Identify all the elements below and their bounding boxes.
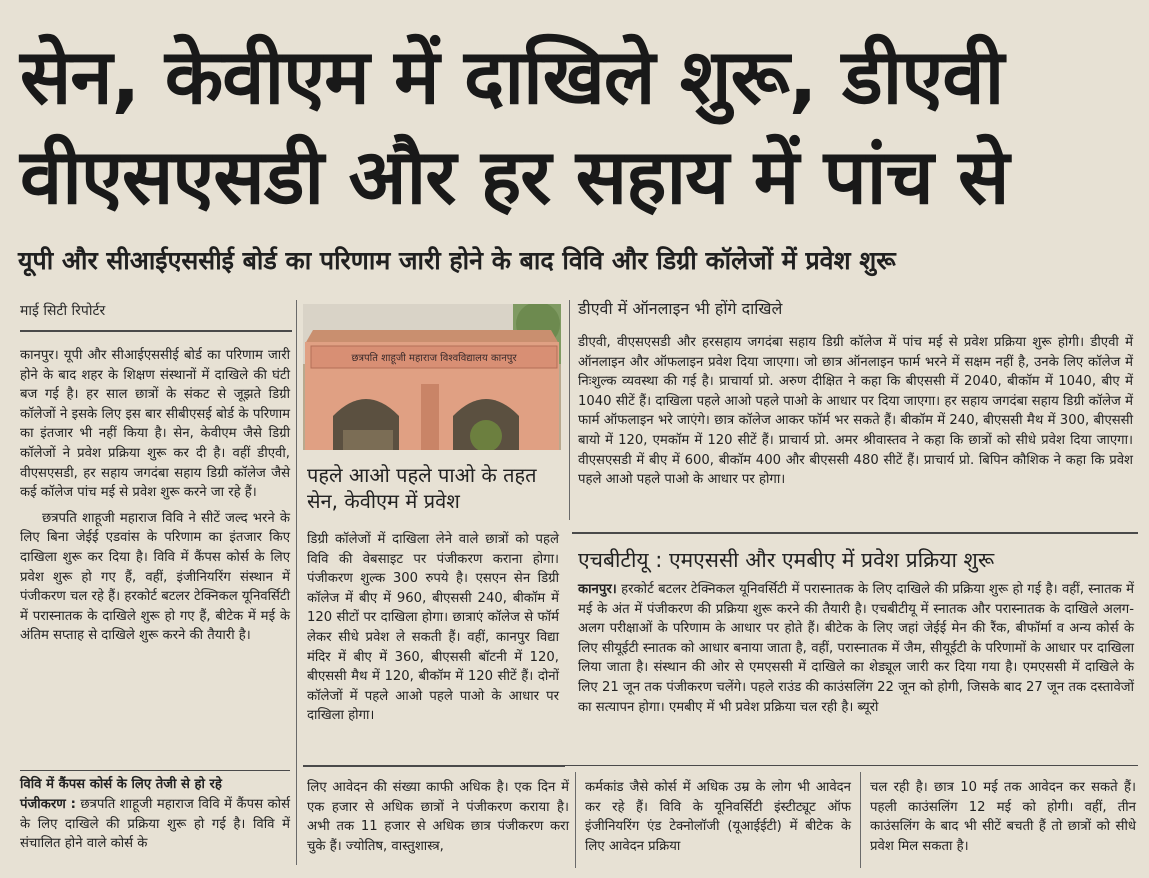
- left-para-1: कानपुर। यूपी और सीआईएससीई बोर्ड का परिणाम जारी होने के बाद शहर के शिक्षण संस्थानों में दाखिले की घंटी बज गई है। हर साल छात्रों के संकट से जूझते डिग्री कॉलेजों ने इसके लिए इस बार सीबीएसई बोर्ड के परिणाम का इंतजार भी नहीं किया है। सेन, केवीएम जैसे डिग्री कॉलेजों ने प्रवेश प्रक्रिया शुरू कर दी है। वहीं डीएवी, वीएसएसडी, हर सहाय जगदंबा सहाय डिग्री कॉलेज जैसे कई कॉलेज पांच मई से प्रवेश शुरू करने जा रहे हैं।: [20, 348, 290, 501]
- left-column: [20, 346, 290, 646]
- middle-box-heading: पहले आओ पहले पाओ के तहत सेन, केवीएम में प्रवेश: [307, 463, 537, 513]
- dav-heading: डीएवी में ऑनलाइन भी होंगे दाखिले: [578, 299, 783, 318]
- bottom-column-4: चल रही है। छात्र 10 मई तक आवेदन कर सकते हैं। पहली काउंसलिंग 12 मई को होगी। वहीं, तीन काउंसलिंग के बाद भी सीटें बचती हैं तो छात्रों को सीधे प्रवेश मिल सकता है।: [870, 780, 1136, 854]
- university-gate-illustration: [303, 304, 561, 450]
- column-rule-3: [575, 772, 576, 868]
- middle-box-body: डिग्री कॉलेजों में दाखिला लेने वाले छात्रों को पहले विवि की वेबसाइट पर पंजीकरण कराना होगा। पंजीकरण शुल्क 300 रुपये है। एसएन सेन डिग्री कॉलेज में बीए में 960, बीएससी 240, बीकॉम में 120 सीटों पर दाखिला होगा। छात्राएं कॉलेज से फॉर्म लेकर सीधे प्रवेश ले सकती हैं। वहीं, कानपुर विद्या मंदिर में बीए में 360, बीएससी बॉटनी में 120, बीएससी मैथ में 120, बीकॉम में 120 सीटें हैं। दोनों कॉलेजों में पहले आओ पहले पाओ के आधार पर दाखिला होगा।: [307, 532, 559, 724]
- column-rule-2: [569, 300, 570, 520]
- left-para-3-text: छत्रपति शाहूजी महाराज विवि में कैंपस कोर्स के लिए दाखिले की प्रक्रिया शुरू हो गई है। विवि में संचालित होने वाले कोर्स के: [20, 797, 290, 852]
- byline: माई सिटी रिपोर्टर: [20, 303, 106, 319]
- left-para-3: [20, 795, 290, 854]
- column-rule-1: [296, 300, 297, 865]
- column-rule-4: [860, 772, 861, 868]
- dav-body: डीएवी, वीएसएसडी और हरसहाय जगदंबा सहाय डिग्री कॉलेज में पांच मई से प्रवेश प्रक्रिया शुरू होगी। डीएवी में ऑनलाइन और ऑफलाइन प्रवेश दिया जाएगा। जो छात्र ऑनलाइन फार्म भरने में सक्षम नहीं है, उनके लिए कॉलेज में निःशुल्क व्यवस्था की गई है। प्राचार्या प्रो. अरुण दीक्षित ने कहा कि बीएससी में 2040, बीकॉम में 1040, बीए में 1040 सीटें हैं। दाखिला पहले आओ पहले पाओ के आधार पर दिया जाएगा। हर सहाय जगदंबा सहाय डिग्री कॉलेज में फार्म ऑफलाइन भरे जाएंगे। छात्र कॉलेज आकर फॉर्म भर सकते हैं। बीकॉम में 240, बीएससी मैथ में 300, बीएससी बायो में 120, एमकॉम में 120 सीटें हैं। प्राचार्य प्रो. अमर श्रीवास्तव ने कहा कि छात्रों को सीधे प्रवेश दिया जाएगा। वीएसएसडी में बीए में 600, बीकॉम 400 और बीएससी 480 सीटें हैं। प्राचार्य प्रो. बिपिन कौशिक ने कहा कि प्रवेश पहले आओ पहले पाओ के आधार पर होगा।: [578, 335, 1133, 488]
- left-para-2: छत्रपति शाहूजी महाराज विवि ने सीटें जल्द भरने के लिए बिना जेईई एडवांस के परिणाम का इंतजार किए दाखिला शुरू कर दिया है। विवि में कैंपस कोर्स के लिए प्रवेश शुरू हो गए हैं, वहीं, इंजीनियरिंग संस्थान में पंजीकरण चल रहे हैं। हरकोर्ट बटलर टेक्निकल यूनिवर्सिटी में परास्नातक के दाखिले शुरू हो गए हैं, बीटेक में मई के अंतिम सप्ताह से दाखिले शुरू करने की तैयारी है।: [20, 510, 290, 644]
- gate-photo: [303, 304, 561, 450]
- left-subhead-rule: [20, 770, 290, 771]
- hbtu-text: हरकोर्ट बटलर टेक्निकल यूनिवर्सिटी में परास्नातक के लिए दाखिले की प्रक्रिया शुरू हो गई है। वहीं, स्नातक में मई के अंत में पंजीकरण की प्रक्रिया शुरू करने की तैयारी है। एचबीटीयू में स्नातक और परास्नातक के दाखिले अलग-अलग परीक्षाओं के परिणाम के आधार पर होते हैं। बीटेक के लिए जहां जेईई मेन की रैंक, बीफॉर्मा व अन्य कोर्स के लिए सीयूईटी स्नातक को आधार बनाया जाता है, वहीं, परास्नातक में जैम, सीयूईटी के परिणामों के आधार पर दाखिला लिया जाता है। संस्थान की ओर से एमएससी में दाखिले का शेड्यूल जारी कर दिया गया है। एमएससी में दाखिले के लिए 21 जून तक पंजीकरण चलेंगे। पहले राउंड की काउंसलिंग 22 जून को होगी, जिसके बाद 27 जून तक दस्तावेजों का सत्यापन होगा। एमबीए में भी प्रवेश प्रक्रिया चल रही है। ब्यूरो: [578, 582, 1134, 715]
- bottom-rule: [303, 765, 1138, 766]
- headline-line-2: वीएसएसडी और हर सहाय में पांच से: [20, 132, 1009, 221]
- headline-line-1: सेन, केवीएम में दाखिले शुरू, डीएवी: [20, 32, 1004, 121]
- left-para-3-lead: पंजीकरण :: [20, 797, 76, 812]
- hbtu-heading: एचबीटीयू : एमएससी और एमबीए में प्रवेश प्रक्रिया शुरू: [578, 548, 995, 572]
- bottom-column-2: लिए आवेदन की संख्या काफी अधिक है। एक दिन में एक हजार से अधिक छात्रों ने पंजीकरण कराया है। अभी तक 11 हजार से अधिक छात्र पंजीकरण करा चुके हैं। ज्योतिष, वास्तुशास्त्र,: [307, 780, 569, 854]
- hbtu-lead: कानपुर।: [578, 582, 617, 597]
- hbtu-top-rule: [572, 532, 1138, 534]
- subheadline: यूपी और सीआईएससीई बोर्ड का परिणाम जारी होने के बाद विवि और डिग्री कॉलेजों में प्रवेश शुरू: [18, 246, 896, 275]
- byline-rule: [20, 330, 292, 332]
- bottom-column-3: कर्मकांड जैसे कोर्स में अधिक उम्र के लोग भी आवेदन कर रहे हैं। विवि के यूनिवर्सिटी इंस्टीट्यूट ऑफ इंजीनियरिंग एंड टेक्नोलॉजी (यूआईईटी) में बीटेक के लिए आवेदन प्रक्रिया: [585, 780, 851, 854]
- gate-sign-text: छत्रपति शाहूजी महाराज विश्वविद्यालय कानपुर: [351, 353, 517, 364]
- hbtu-body: [578, 580, 1134, 717]
- left-subhead: विवि में कैंपस कोर्स के लिए तेजी से हो रहे: [20, 777, 222, 792]
